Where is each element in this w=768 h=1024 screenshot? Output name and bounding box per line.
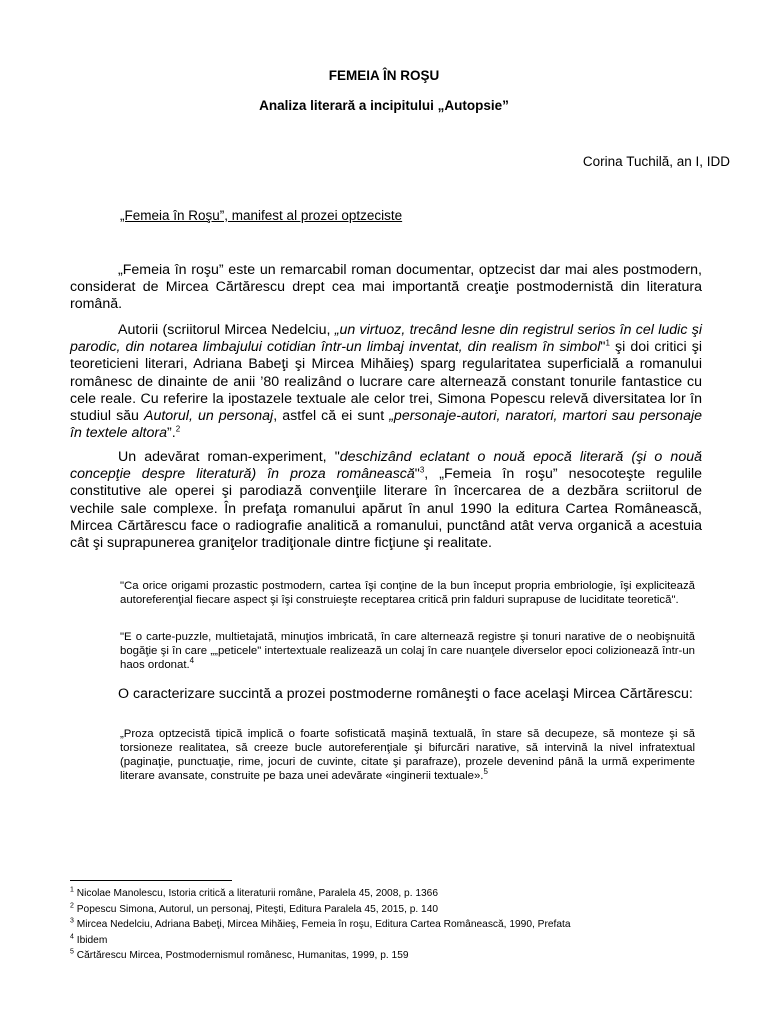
block-quote-3-body: „Proza optzecistă tipică implică o foarte sofisticată maşină textuală, în stare să decupeze, să monteze şi să torsioneze realitatea, să creeze bucle autoreferenţiale şi bifurcări narative, să intervină la nivel infratextual (paginaţie, punctuaţie, rime, jocuri de cuvinte, citate şi parafraze), prozele devenind până la urmă experimente literare avansate, construite pe baza unei adevărate «inginerii textuale».: [120, 728, 695, 782]
author-line: Corina Tuchilă, an I, IDD: [582, 154, 730, 169]
footnote-2-text: Popescu Simona, Autorul, un personaj, Piteşti, Editura Paralela 45, 2015, p. 140: [73, 903, 439, 915]
paragraph-1: [70, 262, 702, 314]
section-heading: „Femeia în Roşu”, manifest al prozei optzeciste: [120, 208, 403, 223]
paragraph-2-middle: şi doi critici şi teoreticieni literari, Adriana Babeţi şi Mircea Mihăieş) sparg regularitatea superficială a romanului românesc de dinainte de anii ’80 realizând o lucrare care alternează constant tonurile fantastice cu cele reale. Cu referire la ipostazele textuale ale celor trei, Simona Popescu relevă diversitatea lor în studiul său: [70, 339, 702, 425]
footnote-ref-1[interactable]: 1: [605, 338, 610, 348]
paragraph-2: [70, 322, 702, 442]
footnote-ref-5[interactable]: 5: [483, 767, 488, 777]
footnote-ref-2[interactable]: 2: [175, 424, 181, 434]
paragraph-2-intro: Autorii (scriitorul Mircea Nedelciu,: [118, 322, 335, 338]
block-quote-2-text: [120, 630, 695, 672]
paragraph-2-text: [70, 322, 702, 442]
footnote-ref-4[interactable]: 4: [189, 656, 195, 666]
footnote-ref-3[interactable]: 3: [419, 465, 425, 475]
paragraph-2-quote-end: ": [600, 339, 606, 356]
block-quote-2-body: "E o carte-puzzle, multietajată, minuţios imbricată, în care alternează registre şi tonuri narative de o neobişnuită bogăţie şi în care „„peticele" intertextuale realizează un colaj în care nuanţele diverselor epoci colizionează într-un haos ordonat.: [120, 631, 695, 671]
footnote-4: [70, 933, 571, 949]
footnote-separator: [70, 880, 232, 881]
paragraph-3-text: [70, 449, 702, 552]
paragraph-3-quote-end: ": [414, 466, 420, 483]
paragraph-2-after-quote-2: ”.: [167, 425, 176, 442]
footnote-1-number: 1: [70, 886, 74, 894]
paragraph-4-text: O caracterizare succintă a prozei postmoderne româneşti o face acelaşi Mircea Cărtărescu:: [118, 686, 693, 702]
paragraph-2-quote-2: „personaje-autori, naratori, martori sau personaje în textele altora: [70, 408, 702, 442]
paragraph-2-after-book: , astfel că ei sunt: [273, 408, 390, 425]
footnote-4-text: Ibidem: [73, 934, 108, 946]
footnote-2-number: 2: [70, 902, 74, 910]
paragraph-3: [70, 449, 702, 552]
footnote-3: [70, 917, 571, 933]
footnote-5: [70, 948, 571, 964]
block-quote-1: [120, 579, 695, 607]
footnote-2: [70, 902, 571, 918]
block-quote-3: [120, 727, 695, 783]
block-quote-1-text: "Ca orice origami prozastic postmodern, cartea îşi conţine de la bun început propria embriologie, îşi explicitează autoreferenţial fiecare aspect şi îşi construieşte receptarea critică prin falduri suprapuse de luciditate teoretică".: [120, 580, 695, 606]
paragraph-3-rest: , „Femeia în roşu” nesocoteşte regulile constitutive ale operei şi parodiază convenţiile literare în încercarea de a dezbăra scriitorul de vechile sale complexe. În prefaţa romanului apărut în anul 1990 la editura Cartea Românească, Mircea Cărtărescu face o radiografie analitică a romanului, punctând atât verva organică a acestuia cât şi suprapunerea graniţelor tradiţionale dintre ficţiune şi realitate.: [70, 466, 703, 552]
footnote-4-number: 4: [70, 933, 74, 941]
footnote-1: [70, 886, 571, 902]
footnote-3-text: Mircea Nedelciu, Adriana Babeţi, Mircea Mihăieş, Femeia în roşu, Editura Cartea Românească, 1990, Prefata: [73, 919, 571, 930]
paragraph-3-intro: Un adevărat roman-experiment, ": [118, 449, 340, 465]
paragraph-1-text: „Femeia în roşu” este un remarcabil roman documentar, optzecist dar mai ales postmodern, considerat de Mircea Cărtărescu drept cea mai importantă creaţie postmodernistă din literatura română.: [70, 262, 702, 313]
document-title: FEMEIA ÎN ROŞU: [328, 68, 440, 83]
block-quote-3-text: [120, 727, 695, 783]
footnote-1-text: Nicolae Manolescu, Istoria critică a literaturii române, Paralela 45, 2008, p. 1366: [73, 888, 439, 899]
paragraph-4: [70, 686, 702, 703]
footnote-3-number: 3: [70, 917, 74, 925]
paragraph-2-book-title: Autorul, un personaj: [144, 408, 274, 425]
document-subtitle: Analiza literară a incipitului „Autopsie”: [259, 98, 509, 113]
footnote-5-text: Cărtărescu Mircea, Postmodernismul românesc, Humanitas, 1999, p. 159: [73, 950, 409, 961]
block-quote-2: [120, 630, 695, 672]
paragraph-3-quote: deschizând eclatant o nouă epocă literară (şi o nouă concepţie despre literatură) în proza românească: [70, 449, 702, 483]
paragraph-2-quote: „un virtuoz, trecând lesne din registrul serios în cel ludic şi parodic, din notarea limbajului cotidian într-un limbaj inventat, din realism în simbol: [70, 322, 702, 356]
footnotes-list: [70, 886, 571, 964]
footnote-5-number: 5: [70, 948, 74, 956]
